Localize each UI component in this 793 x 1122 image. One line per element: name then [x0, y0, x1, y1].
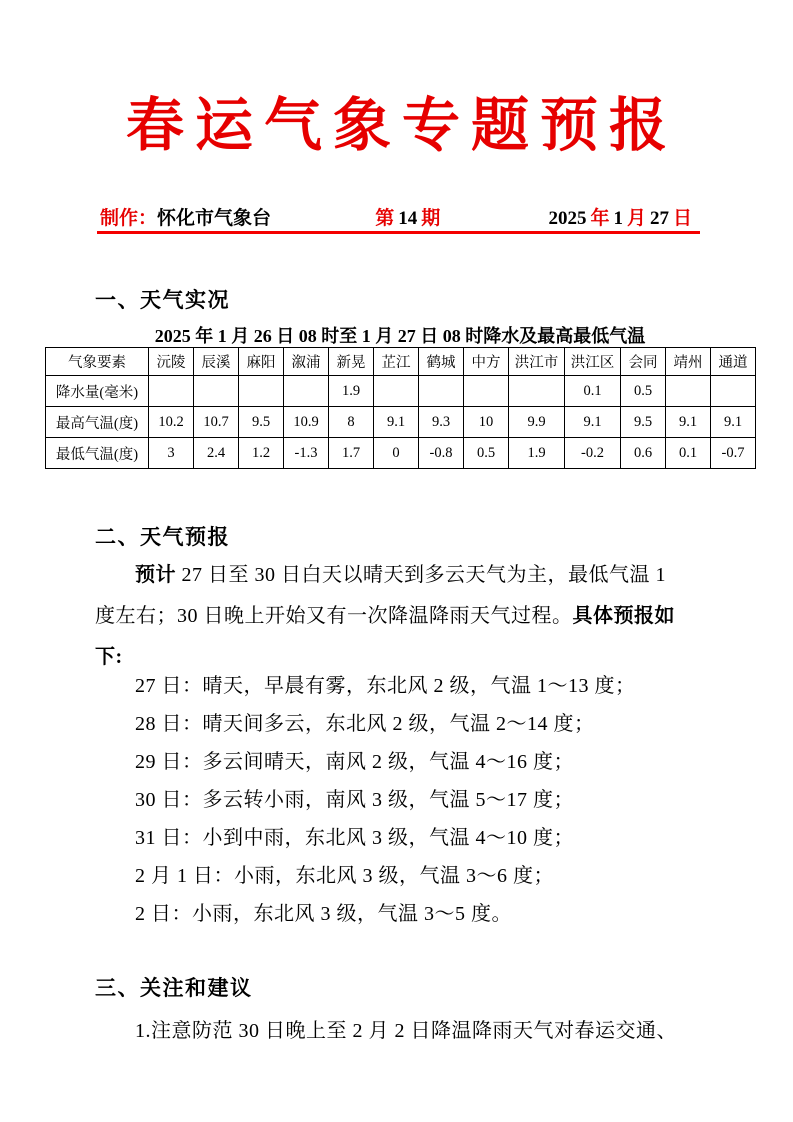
table-cell: [711, 376, 756, 407]
section2-heading: 二、天气预报: [95, 526, 230, 549]
row-label: 最低气温(度): [46, 438, 149, 469]
table-cell: 0.6: [621, 438, 666, 469]
document-title: 春运气象专题预报: [125, 93, 678, 158]
table-cell: 10.7: [194, 407, 239, 438]
advice-line: 1.注意防范 30 日晚上至 2 月 2 日降温降雨天气对春运交通、: [135, 1020, 677, 1042]
table-cell: 9.1: [374, 407, 419, 438]
daily-forecast-list: [135, 667, 715, 933]
table-cell: 9.1: [666, 407, 711, 438]
date-month: 1: [613, 208, 623, 229]
table-cell: 9.5: [621, 407, 666, 438]
table-cell: 1.9: [509, 438, 565, 469]
table-header-cell: 麻阳: [239, 348, 284, 376]
table-cell: [666, 376, 711, 407]
table-cell: -1.3: [284, 438, 329, 469]
issue-date: [544, 203, 692, 230]
issue-prefix: 第: [375, 208, 395, 229]
table-cell: 10.2: [149, 407, 194, 438]
table-cell: 1.9: [329, 376, 374, 407]
table-cell: -0.7: [711, 438, 756, 469]
table-cell: [284, 376, 329, 407]
table-cell: 0.1: [666, 438, 711, 469]
daily-forecast-line: 29 日：多云间晴天，南风 2 级，气温 4～16 度；: [135, 751, 574, 773]
table-header-cell: 会同: [621, 348, 666, 376]
table-header-cell: 洪江区: [565, 348, 621, 376]
issue-number: [375, 203, 440, 230]
row-label: 最高气温(度): [46, 407, 149, 438]
table-row-min-temp: [46, 438, 756, 469]
weather-table: [45, 347, 756, 469]
table-cell: [239, 376, 284, 407]
producer: [100, 203, 271, 230]
table-header-cell: 沅陵: [149, 348, 194, 376]
forecast-intro-line: 下:: [95, 646, 123, 668]
row-label: 降水量(毫米): [46, 376, 149, 407]
table-cell: 1.2: [239, 438, 284, 469]
table-row-max-temp: [46, 407, 756, 438]
table-header-cell: 溆浦: [284, 348, 329, 376]
daily-forecast-line: 28 日：晴天间多云，东北风 2 级，气温 2～14 度；: [135, 713, 595, 735]
table-cell: 10.9: [284, 407, 329, 438]
issue-value: 14: [398, 208, 418, 229]
table-header-cell: 气象要素: [46, 348, 149, 376]
masthead: [100, 203, 692, 230]
forecast-intro: [95, 555, 707, 678]
date-day-unit: 日: [672, 208, 692, 229]
date-year-unit: 年: [590, 208, 610, 229]
date-day: 27: [649, 208, 669, 229]
table-header-cell: 新晃: [329, 348, 374, 376]
table-header-cell: 芷江: [374, 348, 419, 376]
table-header-row: [46, 348, 756, 376]
table-header-cell: 洪江市: [509, 348, 565, 376]
table-header-cell: 辰溪: [194, 348, 239, 376]
table-row-precipitation: [46, 376, 756, 407]
table-cell: [149, 376, 194, 407]
weather-table-title: 2025 年 1 月 26 日 08 时至 1 月 27 日 08 时降水及最高最低气温: [154, 326, 646, 346]
table-cell: 9.9: [509, 407, 565, 438]
producer-value: 怀化市气象台: [157, 208, 272, 229]
table-cell: [194, 376, 239, 407]
table-header-cell: 靖州: [666, 348, 711, 376]
table-cell: 2.4: [194, 438, 239, 469]
table-cell: 0: [374, 438, 419, 469]
forecast-intro-text: 度左右；30 日晚上开始又有一次降温降雨天气过程。: [95, 605, 573, 627]
daily-forecast-line: 2 日：小雨，东北风 3 级，气温 3～5 度。: [135, 903, 512, 925]
table-cell: 0.5: [464, 438, 509, 469]
forecast-intro-bold: 预计: [135, 564, 176, 586]
table-cell: 1.7: [329, 438, 374, 469]
section3-heading: 三、关注和建议: [95, 977, 253, 1000]
section1-heading: 一、天气实况: [95, 289, 230, 312]
daily-forecast-line: 2 月 1 日：小雨，东北风 3 级，气温 3～6 度；: [135, 865, 554, 887]
forecast-intro-text: 27 日至 30 日白天以晴天到多云天气为主，最低气温 1: [176, 564, 666, 586]
table-cell: 10: [464, 407, 509, 438]
forecast-intro-line: [95, 596, 707, 637]
producer-label: 制作：: [100, 208, 158, 229]
table-cell: 0.5: [621, 376, 666, 407]
table-header-cell: 通道: [711, 348, 756, 376]
daily-forecast-line: 27 日：晴天，早晨有雾，东北风 2 级，气温 1～13 度；: [135, 675, 636, 697]
daily-forecast-line: 30 日：多云转小雨，南风 3 级，气温 5～17 度；: [135, 789, 574, 811]
table-cell: -0.8: [419, 438, 464, 469]
table-cell: [509, 376, 565, 407]
date-month-unit: 月: [626, 208, 646, 229]
table-cell: 9.5: [239, 407, 284, 438]
table-cell: 9.1: [711, 407, 756, 438]
table-cell: 0.1: [565, 376, 621, 407]
table-cell: 3: [149, 438, 194, 469]
header-divider: [97, 231, 700, 234]
table-cell: [374, 376, 419, 407]
table-cell: [419, 376, 464, 407]
daily-forecast-line: 31 日：小到中雨，东北风 3 级，气温 4～10 度；: [135, 827, 574, 849]
forecast-intro-line: [95, 555, 707, 596]
table-cell: 8: [329, 407, 374, 438]
table-cell: [464, 376, 509, 407]
date-year: 2025: [548, 208, 587, 229]
table-header-cell: 中方: [464, 348, 509, 376]
table-cell: 9.1: [565, 407, 621, 438]
table-cell: 9.3: [419, 407, 464, 438]
issue-suffix: 期: [421, 208, 441, 229]
forecast-intro-bold: 具体预报如: [572, 605, 675, 627]
table-header-cell: 鹤城: [419, 348, 464, 376]
table-cell: -0.2: [565, 438, 621, 469]
